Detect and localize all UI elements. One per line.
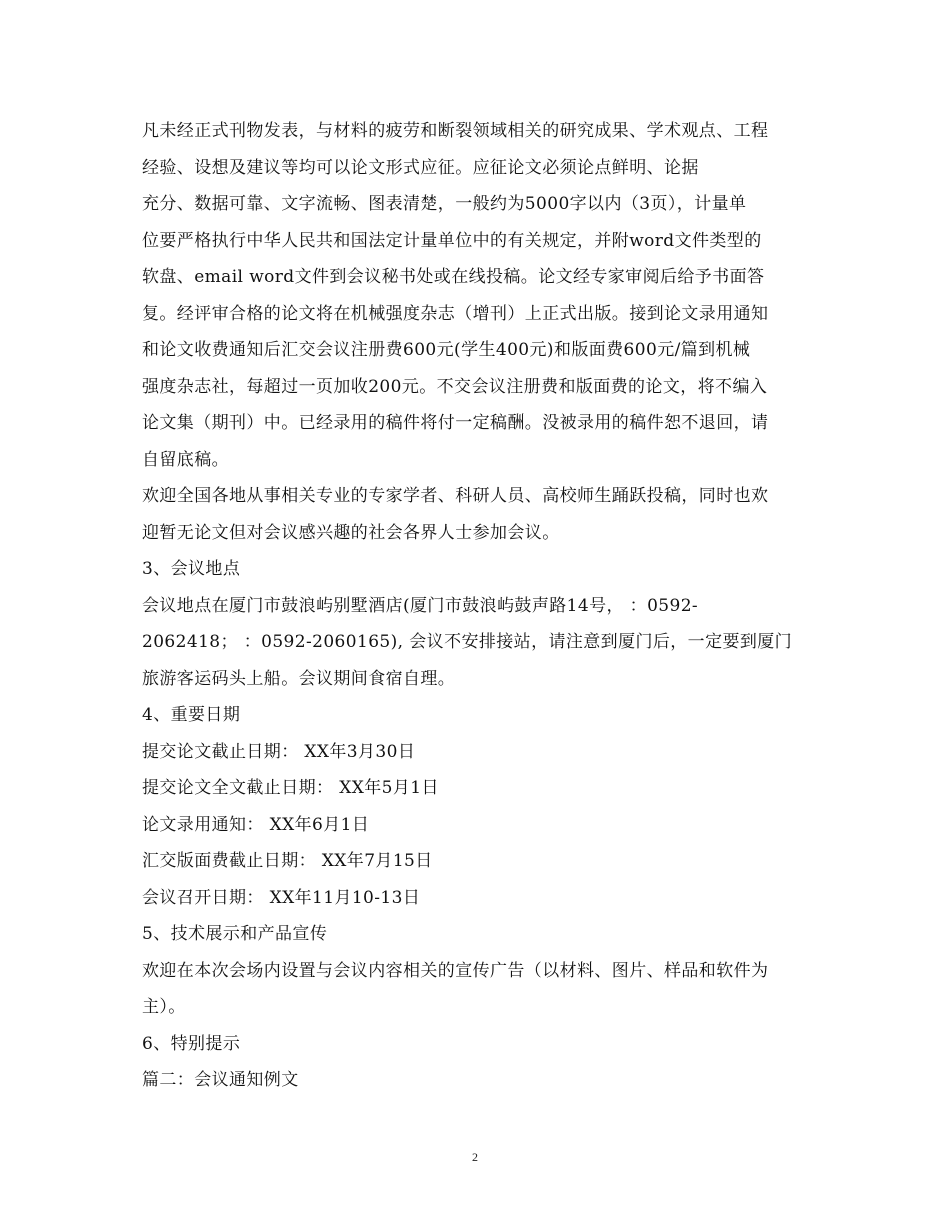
text-line: 6、特别提示 [142,1033,241,1054]
paragraph [142,953,822,1026]
text-line: 会议召开日期： XX年11月10-13日 [142,887,421,908]
paragraph [142,113,822,478]
text-line: 3、会议地点 [142,559,241,579]
document-body [142,113,822,1099]
text-line: 强度杂志社，每超过一页加收200元。不交会议注册费和版面费的论文，将不编入 [142,376,768,397]
text-line: 欢迎全国各地从事相关专业的专家学者、科研人员、高校师生踊跃投稿，同时也欢 [142,486,769,506]
text-line: 提交论文全文截止日期： XX年5月1日 [142,778,439,798]
text-line: 5、技术展示和产品宣传 [142,924,328,944]
page-number: 2 [472,1150,478,1164]
paragraph [142,588,822,698]
paragraph [142,1026,822,1063]
paragraph [142,807,822,844]
text-line: 欢迎在本次会场内设置与会议内容相关的宣传广告（以材料、图片、样品和软件为 [142,960,769,981]
text-line: 提交论文截止日期： XX年3月30日 [142,741,416,762]
text-line: 论文录用通知： XX年6月1日 [142,814,370,835]
text-line: 位要严格执行中华人民共和国法定计量单位中的有关规定，并附word文件类型的 [142,230,762,251]
paragraph [142,478,822,551]
text-line: 充分、数据可靠、文字流畅、图表清楚，一般约为5000字以内（3页），计量单 [142,194,747,214]
text-line: 汇交版面费截止日期： XX年7月15日 [142,851,433,871]
text-line: 主）。 [142,997,186,1017]
text-line: 4、重要日期 [142,705,241,725]
paragraph [142,843,822,880]
text-line: 论文集（期刊）中。已经录用的稿件将付一定稿酬。没被录用的稿件恕不退回，请 [142,413,769,433]
text-line: 软盘、email word文件到会议秘书处或在线投稿。论文经专家审阅后给予书面答 [142,267,765,287]
paragraph [142,916,822,953]
text-line: 篇二：会议通知例文 [142,1070,299,1090]
paragraph [142,551,822,588]
text-line: 自留底稿。 [142,449,229,470]
text-line: 旅游客运码头上船。会议期间食宿自理。 [142,668,456,689]
text-line: 凡未经正式刊物发表，与材料的疲劳和断裂领域相关的研究成果、学术观点、工程 [142,121,769,141]
paragraph [142,697,822,734]
text-line: 复。经评审合格的论文将在机械强度杂志（增刊）上正式出版。接到论文录用通知 [142,303,769,324]
paragraph [142,1062,822,1099]
paragraph [142,770,822,807]
text-line: 迎暂无论文但对会议感兴趣的社会各界人士参加会议。 [142,522,560,543]
text-line: 经验、设想及建议等均可以论文形式应征。应征论文必须论点鲜明、论据 [142,157,699,178]
text-line: 会议地点在厦门市鼓浪屿别墅酒店(厦门市鼓浪屿鼓声路14号， ：0592- [142,595,699,616]
paragraph [142,880,822,917]
text-line: 和论文收费通知后汇交会议注册费600元(学生400元)和版面费600元/篇到机械 [142,340,751,360]
text-line: 2062418； ：0592-2060165), 会议不安排接站，请注意到厦门后，一定要到厦门 [142,632,793,652]
paragraph [142,734,822,771]
